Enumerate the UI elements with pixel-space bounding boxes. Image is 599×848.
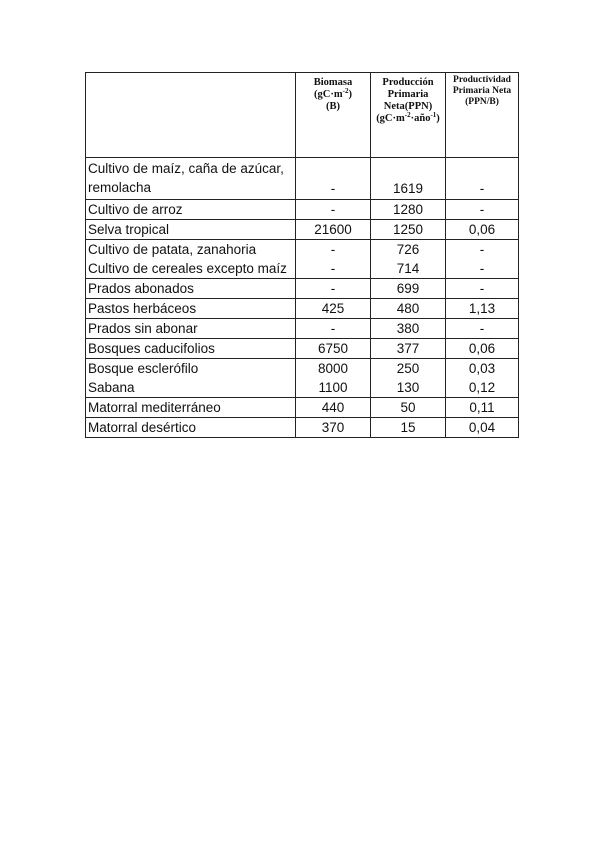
row-ppn: 377 [371, 339, 446, 359]
row-ppn: 15 [371, 418, 446, 438]
table-row [86, 200, 519, 220]
header-ecosystem [86, 73, 296, 158]
table-row [86, 398, 519, 418]
row-label: Bosques caducifolios [86, 339, 296, 359]
row-ratio: 0,03 [446, 359, 519, 379]
table-row [86, 299, 519, 319]
row-ratio: - [446, 319, 519, 339]
row-biomasa: 425 [296, 299, 371, 319]
row-ppn: 250 [371, 359, 446, 379]
row-biomasa: 8000 [296, 359, 371, 379]
table-row [86, 418, 519, 438]
row-biomasa: 21600 [296, 220, 371, 240]
row-ratio: 0,06 [446, 220, 519, 240]
header-biomasa: Biomasa $(gC\cdot m^{-2})$ (B) [296, 73, 371, 158]
row-biomasa: - [296, 158, 371, 200]
table-row [86, 378, 519, 398]
row-label: Prados abonados [86, 279, 296, 299]
row-biomasa: - [296, 279, 371, 299]
row-ratio: 0,04 [446, 418, 519, 438]
row-ratio: 1,13 [446, 299, 519, 319]
table-header-row [86, 73, 519, 158]
row-ppn: 1250 [371, 220, 446, 240]
row-ratio: 0,06 [446, 339, 519, 359]
table-row [86, 158, 519, 200]
row-ppn: 1619 [371, 158, 446, 200]
row-label: Cultivo de patata, zanahoria [86, 240, 296, 260]
row-biomasa: 1100 [296, 378, 371, 398]
productivity-table [85, 72, 519, 438]
row-ratio: 0,11 [446, 398, 519, 418]
row-ratio: - [446, 279, 519, 299]
row-ppn: 1280 [371, 200, 446, 220]
row-label: Sabana [86, 378, 296, 398]
header-biomasa-title: Biomasa [313, 77, 353, 88]
header-ppn: Producción Primaria Neta(PPN) $(gC\cdot m^{-2}\cdot año^{-1})$ [371, 73, 446, 158]
row-biomasa: - [296, 200, 371, 220]
row-ppn: 130 [371, 378, 446, 398]
row-ppn: 726 [371, 240, 446, 260]
header-ratio: Productividad Primaria Neta (PPN/B) [446, 73, 519, 158]
table-row [86, 339, 519, 359]
row-ratio: - [446, 240, 519, 260]
row-label: Selva tropical [86, 220, 296, 240]
row-label: Cultivo de arroz [86, 200, 296, 220]
row-label: Cultivo de maíz, caña de azúcar, remolacha [86, 158, 296, 200]
row-biomasa: 440 [296, 398, 371, 418]
row-ratio: - [446, 158, 519, 200]
row-ppn: 50 [371, 398, 446, 418]
header-biomasa-abbr: (B) [326, 101, 340, 112]
row-label: Matorral desértico [86, 418, 296, 438]
table-row [86, 220, 519, 240]
row-label: Pastos herbáceos [86, 299, 296, 319]
row-ppn: 480 [371, 299, 446, 319]
table-row [86, 279, 519, 299]
table-row [86, 240, 519, 260]
row-ppn: 380 [371, 319, 446, 339]
row-biomasa: - [296, 240, 371, 260]
row-ppn: 699 [371, 279, 446, 299]
row-biomasa: - [296, 319, 371, 339]
row-ratio: - [446, 200, 519, 220]
row-label: Bosque esclerófilo [86, 359, 296, 379]
row-ratio: 0,12 [446, 378, 519, 398]
row-biomasa: 6750 [296, 339, 371, 359]
row-label: Prados sin abonar [86, 319, 296, 339]
row-biomasa: - [296, 259, 371, 279]
table-row [86, 259, 519, 279]
row-label: Matorral mediterráneo [86, 398, 296, 418]
row-ppn: 714 [371, 259, 446, 279]
row-label: Cultivo de cereales excepto maíz [86, 259, 296, 279]
row-biomasa: 370 [296, 418, 371, 438]
table-row [86, 359, 519, 379]
table-row [86, 319, 519, 339]
row-ratio: - [446, 259, 519, 279]
